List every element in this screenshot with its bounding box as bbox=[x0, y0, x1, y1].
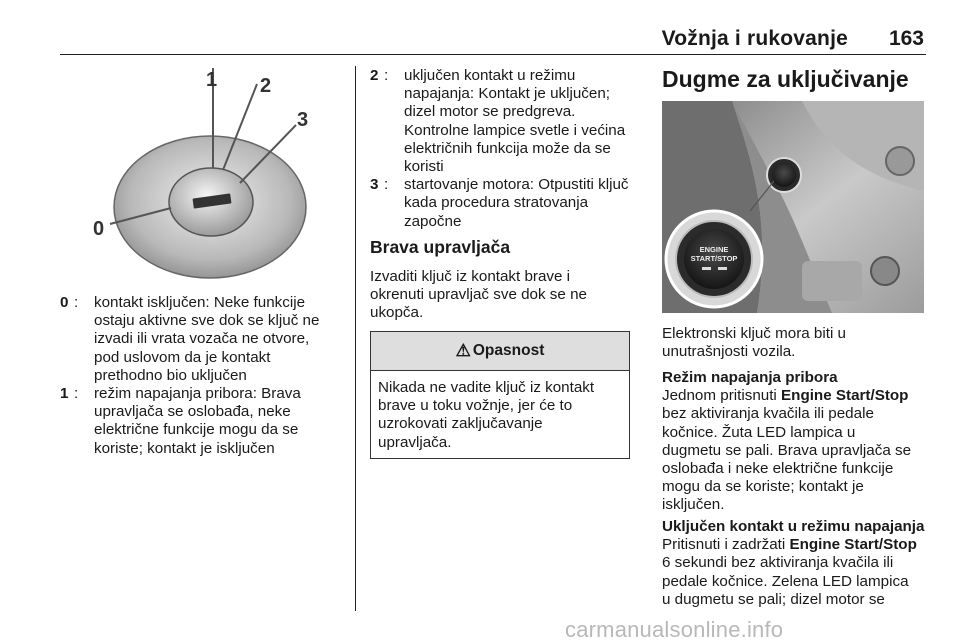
text-line: koriste; kontakt je isključen bbox=[94, 439, 275, 457]
text-line: startovanje motora: Otpustiti ključ bbox=[404, 176, 629, 194]
text-line: napajanja: Kontakt je uključen; bbox=[404, 85, 611, 103]
ignition-positions-list-middle bbox=[370, 67, 640, 231]
text-line: dugmetu se pali. Brava upravljača se bbox=[662, 441, 912, 459]
text-line: upravljača. bbox=[378, 433, 452, 451]
list-item-text bbox=[94, 294, 319, 385]
warning-box bbox=[370, 331, 630, 459]
list-item bbox=[370, 176, 640, 231]
intro-text bbox=[662, 325, 932, 361]
text-line: režim napajanja pribora: Brava bbox=[94, 385, 301, 403]
button-label-line-2: START/STOP bbox=[690, 254, 738, 263]
button-label-line-1: ENGINE bbox=[699, 245, 729, 254]
text-line: kada procedura stratovanja bbox=[404, 194, 589, 212]
text-line: 6 sekundi bez aktiviranja kvačila ili bbox=[662, 554, 894, 572]
ignition-on-heading: Uključen kontakt u režimu napajanja bbox=[662, 518, 925, 535]
warning-title: Opasnost bbox=[472, 342, 545, 359]
text-line: bez aktiviranja kvačila ili pedale bbox=[662, 405, 874, 423]
section-heading: Dugme za uključivanje bbox=[662, 66, 909, 92]
list-item bbox=[60, 385, 350, 458]
text-line: u dugmetu se pali; dizel motor se bbox=[662, 590, 885, 608]
list-item-colon: : bbox=[74, 294, 79, 311]
text-line: uzrokovati zaključavanje bbox=[378, 415, 543, 433]
text-line: okrenuti upravljač sve dok se ne bbox=[370, 286, 587, 304]
button-name-ref: Engine Start/Stop bbox=[789, 536, 917, 554]
list-item-key: 1 bbox=[60, 385, 69, 403]
list-item-text bbox=[404, 176, 629, 231]
list-item-key: 2 bbox=[370, 67, 379, 84]
text-line: oslobađa i neke električne funkcije bbox=[662, 460, 894, 478]
button-name-ref: Engine Start/Stop bbox=[781, 387, 909, 405]
ignition-lock-figure bbox=[60, 64, 340, 282]
watermark: carmanualsonline.info bbox=[565, 617, 784, 642]
warning-header bbox=[371, 332, 629, 371]
text-line: brave u toku vožnje, jer će to bbox=[378, 397, 573, 415]
text-line: unutrašnjosti vozila. bbox=[662, 343, 796, 361]
page-header-title: Vožnja i rukovanje bbox=[661, 27, 848, 50]
text-line: mogu da se koriste; kontakt je bbox=[662, 478, 864, 496]
text-line: koristi bbox=[404, 158, 444, 176]
accessory-mode-heading: Režim napajanja pribora bbox=[662, 369, 838, 386]
text-line: ukopča. bbox=[370, 304, 424, 322]
text-line: Kontrolne lampice svetle i većina bbox=[404, 121, 626, 139]
list-item-text bbox=[94, 385, 301, 458]
text-line: kontakt isključen: Neke funkcije bbox=[94, 294, 306, 311]
column-divider-left bbox=[355, 66, 356, 611]
ignition-label-2: 2 bbox=[260, 75, 272, 97]
header-divider bbox=[60, 54, 926, 55]
page-number: 163 bbox=[888, 27, 924, 50]
text-line: električne funkcije mogu da se bbox=[94, 421, 299, 439]
ignition-positions-list-left bbox=[60, 294, 350, 458]
steering-lock-text bbox=[370, 268, 632, 323]
accessory-mode-section bbox=[662, 369, 932, 515]
text-line: električnih funkcija može da se bbox=[404, 139, 611, 157]
list-item-colon: : bbox=[74, 385, 79, 403]
text-line: izvadi ili vrata vozača ne otvore, bbox=[94, 330, 310, 348]
text-line bbox=[662, 387, 932, 405]
text-line: upravljača se oslobađa, neke bbox=[94, 403, 291, 421]
text-line: Izvaditi ključ iz kontakt brave i bbox=[370, 268, 571, 285]
text-line: isključen. bbox=[662, 496, 725, 514]
text-line: kočnice. Žuta LED lampica u bbox=[662, 423, 856, 441]
text-span: Jednom pritisnuti bbox=[662, 387, 782, 405]
text-line: pedale kočnice. Zelena LED lampica bbox=[662, 572, 909, 590]
list-item-text bbox=[404, 67, 625, 176]
ignition-on-section bbox=[662, 518, 937, 609]
list-item-key: 0 bbox=[60, 294, 69, 311]
list-item-key: 3 bbox=[370, 176, 379, 194]
list-item bbox=[370, 67, 640, 176]
text-line: pod uslovom da je kontakt bbox=[94, 348, 271, 366]
text-line: prethodno bio uključen bbox=[94, 366, 247, 384]
list-item-colon: : bbox=[384, 67, 389, 84]
warning-icon: ⚠ bbox=[455, 341, 471, 360]
text-line: Elektronski ključ mora biti u bbox=[662, 325, 847, 342]
text-line: ostaju aktivne sve dok se ključ ne bbox=[94, 312, 320, 330]
start-stop-button-photo bbox=[662, 101, 924, 313]
text-line: Nikada ne vadite ključ iz kontakt bbox=[378, 379, 595, 396]
ignition-label-0: 0 bbox=[93, 218, 105, 240]
text-line: započne bbox=[404, 212, 462, 230]
list-item bbox=[60, 294, 350, 385]
text-line bbox=[662, 536, 937, 554]
list-item-colon: : bbox=[384, 176, 389, 194]
text-line: dizel motor se predgreva. bbox=[404, 103, 576, 121]
text-span: Pritisnuti i zadržati bbox=[662, 536, 790, 554]
steering-lock-heading: Brava upravljača bbox=[370, 237, 511, 257]
warning-body bbox=[371, 371, 629, 452]
text-line: uključen kontakt u režimu bbox=[404, 67, 576, 84]
ignition-label-1: 1 bbox=[206, 69, 218, 91]
ignition-label-3: 3 bbox=[297, 109, 309, 131]
